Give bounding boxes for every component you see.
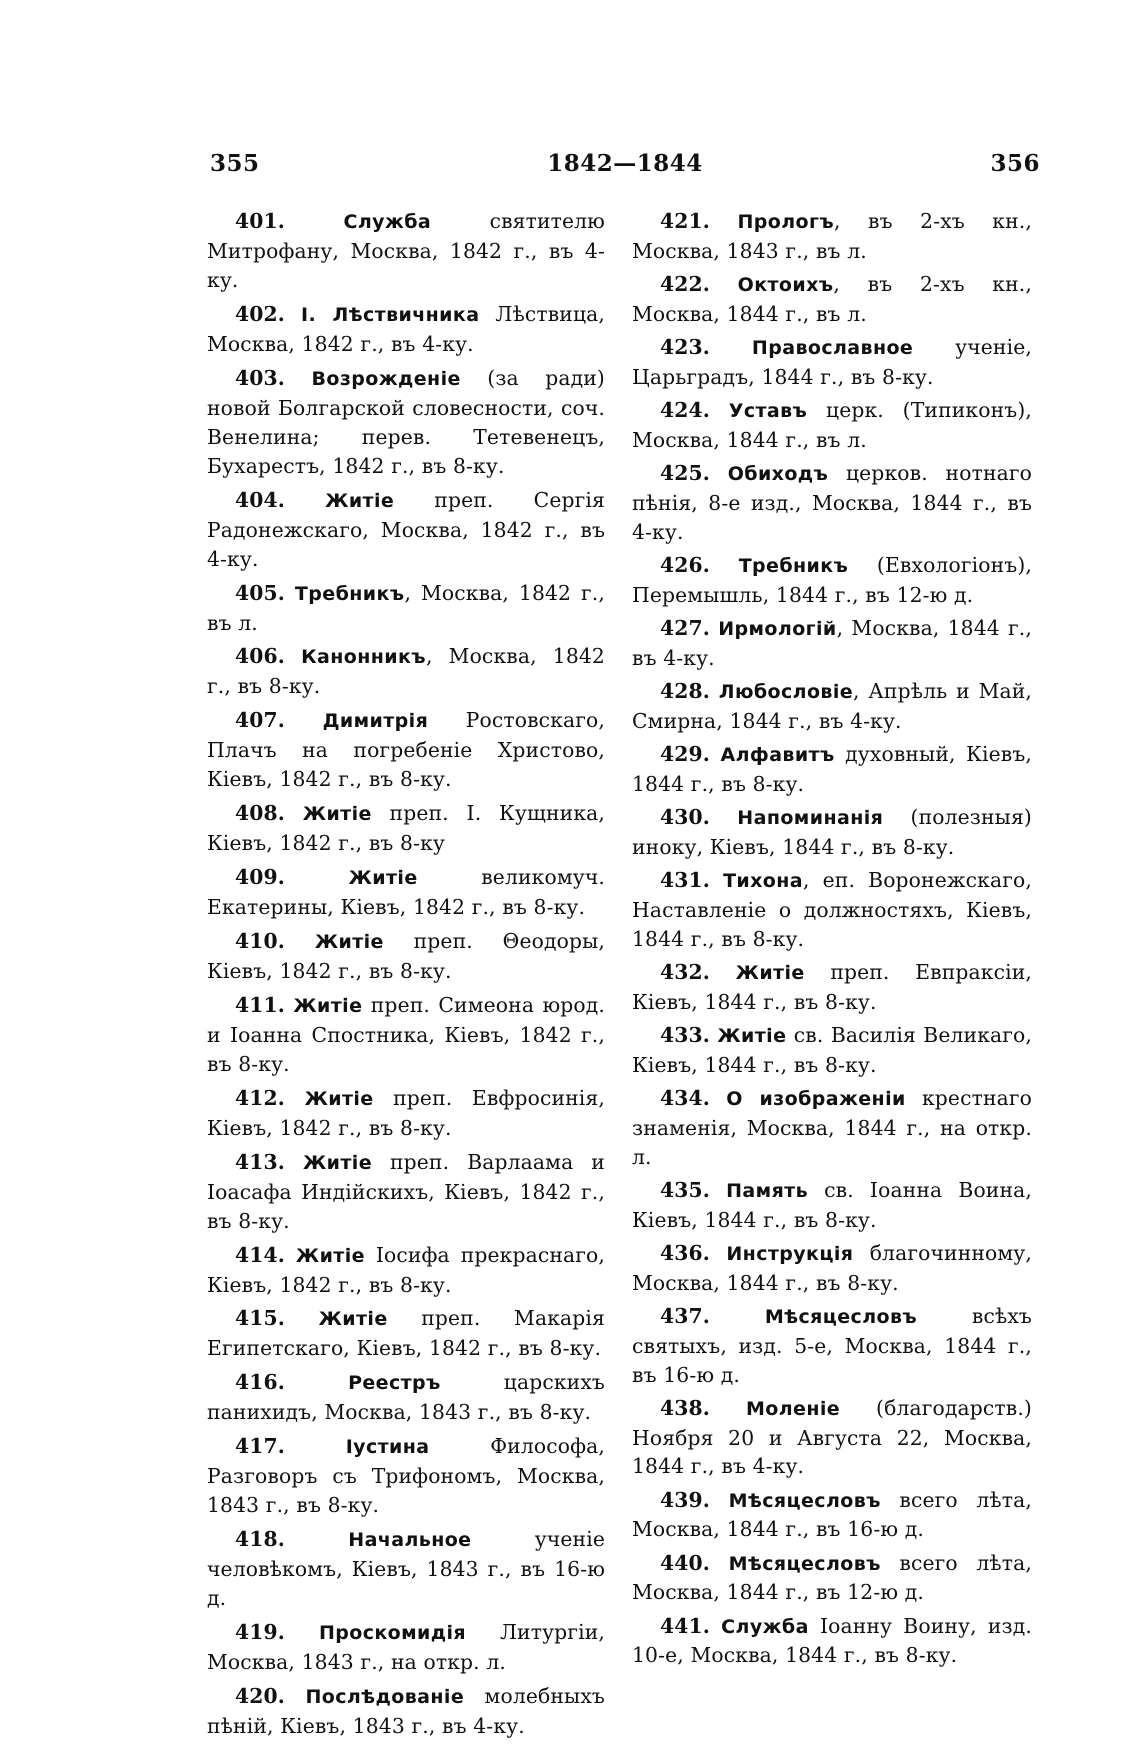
entry-details: (за ради) новой Болгарской словесности, соч. Венелина; перев. Тетевенецъ, Бухарестъ, 1842 г., въ 8-ку. — [207, 365, 605, 478]
entry-details: , Москва, 1842 г., въ 8-ку. — [207, 644, 605, 699]
catalog-entry — [632, 333, 1032, 392]
entry-number: 405. — [235, 580, 285, 605]
catalog-entry — [207, 1682, 605, 1741]
entry-title: Тихона — [723, 869, 803, 892]
entry-title: Уставъ — [728, 400, 808, 422]
entry-title: Мѣсяцесловъ — [728, 1552, 881, 1575]
entry-title: Начальное — [348, 1529, 472, 1552]
entry-details: церк. (Типиконъ), Москва, 1844 г., въ л. — [632, 398, 1032, 452]
entry-number: 421. — [660, 209, 710, 233]
entry-number: 416. — [235, 1370, 285, 1395]
entry-number: 413. — [235, 1149, 285, 1174]
entry-details: , еп. Воронежскаго, Наставленіе о должностяхъ, Кіевъ, 1844 г., въ 8-ку. — [632, 867, 1032, 951]
catalog-entry — [632, 1176, 1032, 1235]
entry-number: 408. — [235, 801, 285, 826]
entry-title: Служба — [343, 211, 432, 233]
entry-number: 407. — [235, 708, 285, 733]
entry-number: 403. — [235, 365, 285, 390]
entry-title: Напоминанія — [737, 806, 884, 829]
entry-title: Требникъ — [294, 582, 405, 605]
entry-title: Житіе — [293, 994, 363, 1017]
entry-title: Инструкція — [726, 1242, 854, 1265]
entry-details: всего лѣта, Москва, 1844 г., въ 16-ю д. — [632, 1487, 1032, 1542]
entry-details: Іосифа прекраснаго, Кіевъ, 1842 г., въ 8-ку. — [207, 1242, 605, 1297]
entry-title: Алфавитъ — [720, 743, 835, 766]
entry-title: Іустина — [345, 1436, 430, 1459]
entry-details: всѣхъ святыхъ, изд. 5-е, Москва, 1844 г., въ 16-ю д. — [632, 1303, 1032, 1387]
entry-title: Моленіе — [745, 1397, 841, 1420]
catalog-entry — [632, 396, 1032, 455]
entry-number: 410. — [235, 929, 285, 954]
entry-number: 439. — [660, 1487, 710, 1512]
entry-number: 419. — [235, 1620, 285, 1645]
entry-details: (благодарств.) Ноября 20 и Августа 22, Москва, 1844 г., въ 4-ку. — [632, 1395, 1032, 1479]
entry-title: Мѣсяцесловъ — [728, 1489, 881, 1512]
entry-details: всего лѣта, Москва, 1844 г., въ 12-ю д. — [632, 1550, 1032, 1605]
entry-details: , Москва, 1842 г., въ л. — [207, 580, 605, 635]
entry-number: 423. — [660, 335, 710, 359]
catalog-entry — [207, 1368, 605, 1427]
entry-title: Октоихъ — [737, 274, 834, 296]
entry-number: 424. — [660, 398, 710, 422]
entry-number: 418. — [235, 1527, 285, 1552]
entry-title: Проскомидія — [318, 1622, 467, 1645]
entry-details: преп. Макарія Египетскаго, Кіевъ, 1842 г., въ 8-ку. — [207, 1306, 605, 1361]
page-header — [210, 150, 1040, 190]
entry-number: 411. — [235, 992, 285, 1017]
catalog-entry — [207, 642, 605, 701]
catalog-entry — [207, 579, 605, 638]
entry-details: царскихъ панихидъ, Москва, 1843 г., въ 8-ку. — [207, 1370, 605, 1425]
catalog-entry — [632, 803, 1032, 862]
entry-details: Философа, Разговоръ съ Трифономъ, Москва, 1843 г., въ 8-ку. — [207, 1434, 605, 1518]
catalog-entry — [207, 863, 605, 922]
entry-title: Канонникъ — [301, 646, 426, 669]
entry-title: Реестръ — [348, 1372, 441, 1395]
catalog-entry — [632, 270, 1032, 329]
entry-details: , Москва, 1844 г., въ 4-ку. — [632, 615, 1032, 670]
entry-number: 436. — [660, 1240, 710, 1265]
entry-details: ученіе человѣкомъ, Кіевъ, 1843 г., въ 16-ю д. — [207, 1527, 605, 1611]
entry-number: 406. — [235, 644, 285, 669]
entry-details: великомуч. Екатерины, Кіевъ, 1842 г., въ 8-ку. — [207, 865, 605, 920]
entry-number: 441. — [660, 1613, 710, 1638]
entry-details: молебныхъ пѣній, Кіевъ, 1843 г., въ 4-ку. — [207, 1683, 605, 1738]
entry-number: 429. — [660, 741, 710, 766]
entry-title: Житіе — [295, 1244, 365, 1267]
entry-details: преп. Θеодоры, Кіевъ, 1842 г., въ 8-ку. — [207, 929, 605, 984]
catalog-entry — [207, 927, 605, 986]
catalog-entry — [632, 1021, 1032, 1080]
entry-number: 425. — [660, 461, 710, 485]
entry-title: Послѣдованіе — [305, 1685, 465, 1708]
catalog-entry — [207, 364, 605, 481]
entry-number: 427. — [660, 615, 710, 640]
entry-number: 402. — [235, 301, 285, 326]
entry-number: 434. — [660, 1085, 710, 1110]
catalog-entry — [207, 300, 605, 359]
entry-title: Служба — [721, 1615, 809, 1638]
entry-details: преп. Евфросинія, Кіевъ, 1842 г., въ 8-ку. — [207, 1085, 605, 1140]
entry-details: Лѣствица, Москва, 1842 г., въ 4-ку. — [207, 301, 605, 356]
entry-details: крестнаго знаменія, Москва, 1844 г., на откр. л. — [632, 1085, 1032, 1169]
entry-number: 401. — [235, 209, 285, 233]
entry-number: 432. — [660, 959, 710, 984]
catalog-entry — [632, 1239, 1032, 1298]
entry-details: преп. Евпраксіи, Кіевъ, 1844 г., въ 8-ку. — [632, 959, 1032, 1014]
catalog-entry — [207, 799, 605, 858]
catalog-entry — [632, 1084, 1032, 1172]
entry-title: Житіе — [717, 1024, 787, 1047]
entry-details: церков. нотнаго пѣнія, 8-е изд., Москва, 1844 г., въ 4-ку. — [632, 461, 1032, 544]
catalog-entry — [207, 1084, 605, 1143]
entry-number: 438. — [660, 1395, 710, 1420]
catalog-entry — [632, 551, 1032, 610]
page-number-right: 356 — [990, 150, 1040, 177]
entry-details: , въ 2-хъ кн., Москва, 1843 г., въ л. — [632, 209, 1032, 263]
catalog-entry — [632, 677, 1032, 736]
entry-title: Требникъ — [738, 554, 849, 577]
entry-title: Житіе — [304, 1087, 374, 1110]
catalog-entry — [207, 706, 605, 794]
entry-title: Православное — [751, 337, 914, 359]
entry-number: 412. — [235, 1085, 285, 1110]
entry-details: благочинному, Москва, 1844 г., въ 8-ку. — [632, 1240, 1032, 1295]
entry-number: 420. — [235, 1683, 285, 1708]
catalog-entry — [632, 866, 1032, 954]
entry-details: св. Василія Великаго, Кіевъ, 1844 г., въ 8-ку. — [632, 1022, 1032, 1077]
catalog-entry — [632, 207, 1032, 266]
catalog-entry — [632, 740, 1032, 799]
catalog-entry — [207, 1432, 605, 1520]
entry-number: 430. — [660, 804, 710, 829]
entry-title: Житіе — [348, 867, 418, 890]
catalog-entry — [632, 1394, 1032, 1482]
entry-details: преп. Сергія Радонежскаго, Москва, 1842 г., въ 4-ку. — [207, 487, 605, 571]
entry-title: Возрожденіе — [311, 367, 461, 390]
running-title: 1842—1844 — [547, 150, 703, 177]
entry-title: Житіе — [318, 1308, 388, 1331]
catalog-entry — [632, 1612, 1032, 1671]
catalog-entry — [632, 1549, 1032, 1608]
entry-number: 435. — [660, 1177, 710, 1202]
entry-title: Любословіе — [718, 680, 854, 703]
catalog-entry — [207, 207, 605, 295]
catalog-entry — [207, 1241, 605, 1300]
catalog-entry — [632, 1486, 1032, 1545]
entry-details: (Евхологіонъ), Перемышль, 1844 г., въ 12-ю д. — [632, 552, 1032, 607]
entry-number: 440. — [660, 1550, 710, 1575]
entry-title: Память — [726, 1179, 809, 1202]
entry-number: 426. — [660, 552, 710, 577]
entry-title: Мѣсяцесловъ — [764, 1305, 918, 1328]
entry-details: преп. Варлаама и Іоасафа Индійскихъ, Кіевъ, 1842 г., въ 8-ку. — [207, 1149, 605, 1233]
entry-title: Житіе — [735, 961, 805, 984]
entry-details: , Апрѣль и Май, Смирна, 1844 г., въ 4-ку. — [632, 678, 1032, 733]
entry-number: 415. — [235, 1306, 285, 1331]
entry-details: (полезныя) иноку, Кіевъ, 1844 г., въ 8-ку. — [632, 804, 1032, 859]
entry-title: Ирмологій — [718, 617, 837, 640]
catalog-entry — [632, 614, 1032, 673]
catalog-entry — [632, 459, 1032, 547]
entry-details: Литургіи, Москва, 1843 г., на откр. л. — [207, 1620, 605, 1675]
entry-number: 437. — [660, 1303, 710, 1328]
catalog-entry — [207, 1304, 605, 1363]
entry-number: 409. — [235, 865, 285, 890]
catalog-entry — [632, 1302, 1032, 1390]
entry-number: 422. — [660, 272, 710, 296]
entry-number: 431. — [660, 867, 710, 892]
catalog-entry — [207, 1525, 605, 1613]
entry-number: 433. — [660, 1022, 710, 1047]
entry-title: Житіе — [325, 489, 395, 512]
entry-details: св. Іоанна Воина, Кіевъ, 1844 г., въ 8-ку. — [632, 1177, 1032, 1232]
entry-number: 428. — [660, 678, 710, 703]
entry-details: преп. I. Кущника, Кіевъ, 1842 г., въ 8-ку — [207, 801, 605, 856]
entry-details: преп. Симеона юрод. и Іоанна Спостника, Кіевъ, 1842 г., въ 8-ку. — [207, 992, 605, 1076]
entry-title: Житіе — [303, 1151, 372, 1174]
catalog-entry — [207, 1618, 605, 1677]
catalog-entry — [207, 1148, 605, 1236]
entry-number: 414. — [235, 1242, 285, 1267]
entry-title: I. Лѣствичника — [300, 303, 480, 326]
entry-details: Ростовскаго, Плачъ на погребеніе Христово, Кіевъ, 1842 г., въ 8-ку. — [207, 708, 605, 792]
entry-title: Димитрія — [322, 710, 429, 733]
entry-title: Прологъ — [737, 211, 834, 233]
catalog-entry — [207, 486, 605, 574]
entry-details: , въ 2-хъ кн., Москва, 1844 г., въ л. — [632, 272, 1032, 326]
entry-details: Іоанну Воину, изд. 10-е, Москва, 1844 г., въ 8-ку. — [632, 1613, 1032, 1668]
entry-number: 417. — [235, 1434, 285, 1459]
entry-details: духовный, Кіевъ, 1844 г., въ 8-ку. — [632, 741, 1032, 796]
entry-title: Обиходъ — [727, 463, 829, 485]
page-number-left: 355 — [210, 150, 260, 177]
entry-title: Житіе — [302, 803, 372, 826]
entry-title: О изображеніи — [726, 1087, 906, 1110]
entry-details: ученіе, Царьградъ, 1844 г., въ 8-ку. — [632, 335, 1032, 389]
entry-details: святителю Митрофану, Москва, 1842 г., въ 4-ку. — [207, 209, 605, 292]
left-column — [207, 207, 605, 1746]
catalog-entry — [207, 991, 605, 1079]
entry-title: Житіе — [314, 931, 384, 954]
right-column — [632, 207, 1032, 1675]
entry-number: 404. — [235, 487, 285, 512]
catalog-entry — [632, 958, 1032, 1017]
